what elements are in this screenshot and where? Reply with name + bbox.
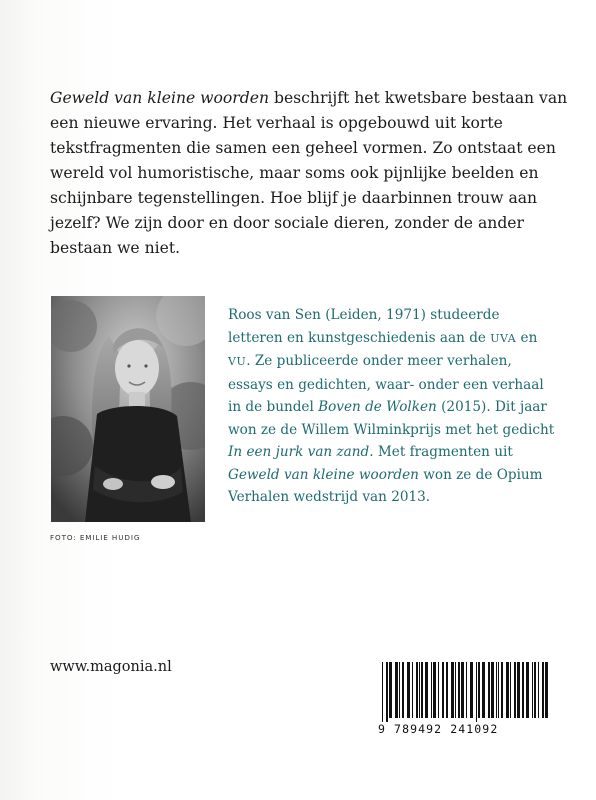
barcode-bar [386, 662, 388, 722]
publisher-website: www.magonia.nl [50, 659, 172, 675]
bio-text: en [516, 329, 538, 346]
barcode-bar [419, 662, 420, 718]
barcode-bar [431, 662, 432, 718]
barcode [372, 662, 558, 754]
bio-text: . Ze publiceerde onder meer verhalen, essays en gedichten, waar- onder een verhaal in de bundel [228, 353, 544, 415]
barcode-bars [372, 662, 558, 722]
barcode-bar [526, 662, 529, 718]
bio-book-title: Boven de Wolken [318, 399, 437, 415]
bio-text: won ze de Opium Verhalen wedstrijd van 2013. [228, 466, 543, 505]
barcode-bar [470, 662, 473, 718]
barcode-bar [425, 662, 428, 718]
barcode-bar [542, 662, 544, 718]
barcode-bar [522, 662, 524, 718]
barcode-bar [466, 662, 467, 718]
barcode-bar [514, 662, 516, 718]
blurb-title: Geweld van kleine woorden [50, 89, 270, 107]
author-photo [51, 296, 205, 522]
barcode-bar [438, 662, 439, 718]
barcode-bar [498, 662, 499, 718]
barcode-bar [545, 662, 548, 718]
barcode-bar [534, 662, 536, 718]
barcode-bar [416, 662, 418, 718]
barcode-bar [461, 662, 464, 718]
barcode-bar [476, 662, 477, 722]
barcode-bar [455, 662, 456, 718]
bio-poem-title: In een jurk van zand [228, 444, 370, 460]
bio-text: . Met fragmenten uit [369, 444, 513, 460]
barcode-bar [446, 662, 448, 718]
author-bio [228, 304, 558, 509]
barcode-bar [491, 662, 494, 718]
bio-vu: VU [228, 355, 247, 368]
barcode-bar [478, 662, 480, 718]
barcode-bar [382, 662, 383, 722]
barcode-bar [532, 662, 533, 718]
barcode-bar [407, 662, 410, 718]
barcode-bar [506, 662, 509, 718]
bio-text: Roos van Sen (Leiden, 1971) studeerde letteren en kunstgeschiedenis aan de [228, 307, 500, 346]
barcode-bar [451, 662, 454, 718]
bio-book-title: Geweld van kleine woorden [228, 466, 419, 483]
barcode-bar [399, 662, 400, 718]
bio-text: (2015). Dit jaar won ze de Willem Wilminkprijs met het gedicht [228, 399, 555, 438]
barcode-bar [433, 662, 436, 718]
isbn-digits: 9 789492 241092 [378, 722, 499, 736]
blurb [50, 86, 570, 261]
barcode-bar [538, 662, 539, 718]
barcode-bar [510, 662, 511, 718]
barcode-bar [395, 662, 398, 718]
barcode-bar [412, 662, 413, 718]
bio-uva: UVA [490, 331, 517, 345]
blurb-text: beschrijft het kwetsbare bestaan van een nieuwe ervaring. Het verhaal is opgebouwd uit korte tekstfragmenten die samen een geheel vormen. Zo ontstaat een wereld vol humoristische, maar soms ook pijnlijke beelden en schijnbare tegenstellingen. Hoe blijf je daarbinnen trouw aan jezelf? We zijn door en door sociale dieren, zonder de ander bestaan we niet. [50, 89, 568, 257]
photo-caption: FOTO: EMILIE HUDIG [50, 533, 141, 542]
barcode-bar [488, 662, 490, 718]
barcode-bar [482, 662, 485, 718]
barcode-bar [501, 662, 503, 718]
barcode-bar [458, 662, 460, 718]
barcode-bar [517, 662, 520, 718]
barcode-bar [402, 662, 404, 718]
barcode-bar [421, 662, 423, 718]
barcode-bar [389, 662, 392, 718]
barcode-bar [442, 662, 444, 718]
barcode-bar [496, 662, 497, 718]
